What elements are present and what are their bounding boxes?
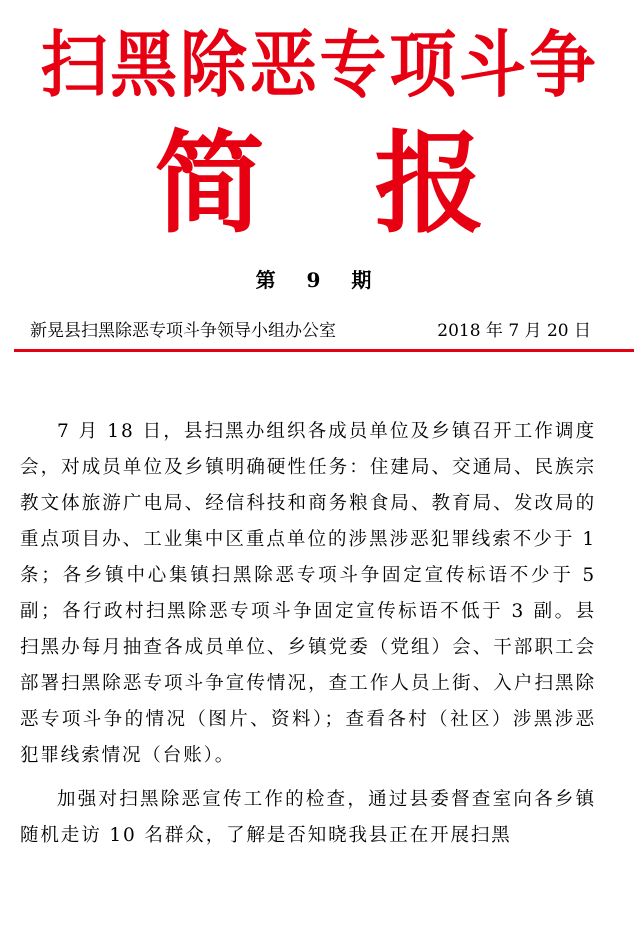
body-paragraph-1: 7 月 18 日，县扫黑办组织各成员单位及乡镇召开工作调度会，对成员单位及乡镇明确硬性任务：住建局、交通局、民族宗教文体旅游广电局、经信科技和商务粮食局、教育局、发改局的重点项目办、工业集中区重点单位的涉黑涉恶犯罪线索不少于 1 条；各乡镇中心集镇扫黑除恶专项斗争固定宣传标语不少于 5 副；各行政村扫黑除恶专项斗争固定宣传标语不低于 3 副。县扫黑办每月抽查各成员单位、乡镇党委（党组）会、干部职工会部署扫黑除恶专项斗争宣传情况，查工作人员上街、入户扫黑除恶专项斗争的情况（图片、资料）；查看各村（社区）涉黑涉恶犯罪线索情况（台账）。 xyxy=(20,421,596,766)
issue-number: 第 9 期 xyxy=(255,268,384,292)
bulletin-masthead: 扫黑除恶专项斗争 xyxy=(40,23,599,107)
bulletin-title-char-1: 简 xyxy=(154,120,265,248)
issuing-office: 新晃县扫黑除恶专项斗争领导小组办公室 xyxy=(30,321,336,341)
body-paragraph-2: 加强对扫黑除恶宣传工作的检查，通过县委督查室向各乡镇随机走访 10 名群众，了解是否知晓我县正在开展扫黑 xyxy=(20,789,596,846)
header-divider-rule xyxy=(14,349,634,352)
bulletin-title-char-2: 报 xyxy=(374,120,485,248)
issue-date: 2018 年 7 月 20 日 xyxy=(437,321,591,341)
bulletin-body xyxy=(20,414,596,862)
bulletin-title xyxy=(0,120,639,248)
